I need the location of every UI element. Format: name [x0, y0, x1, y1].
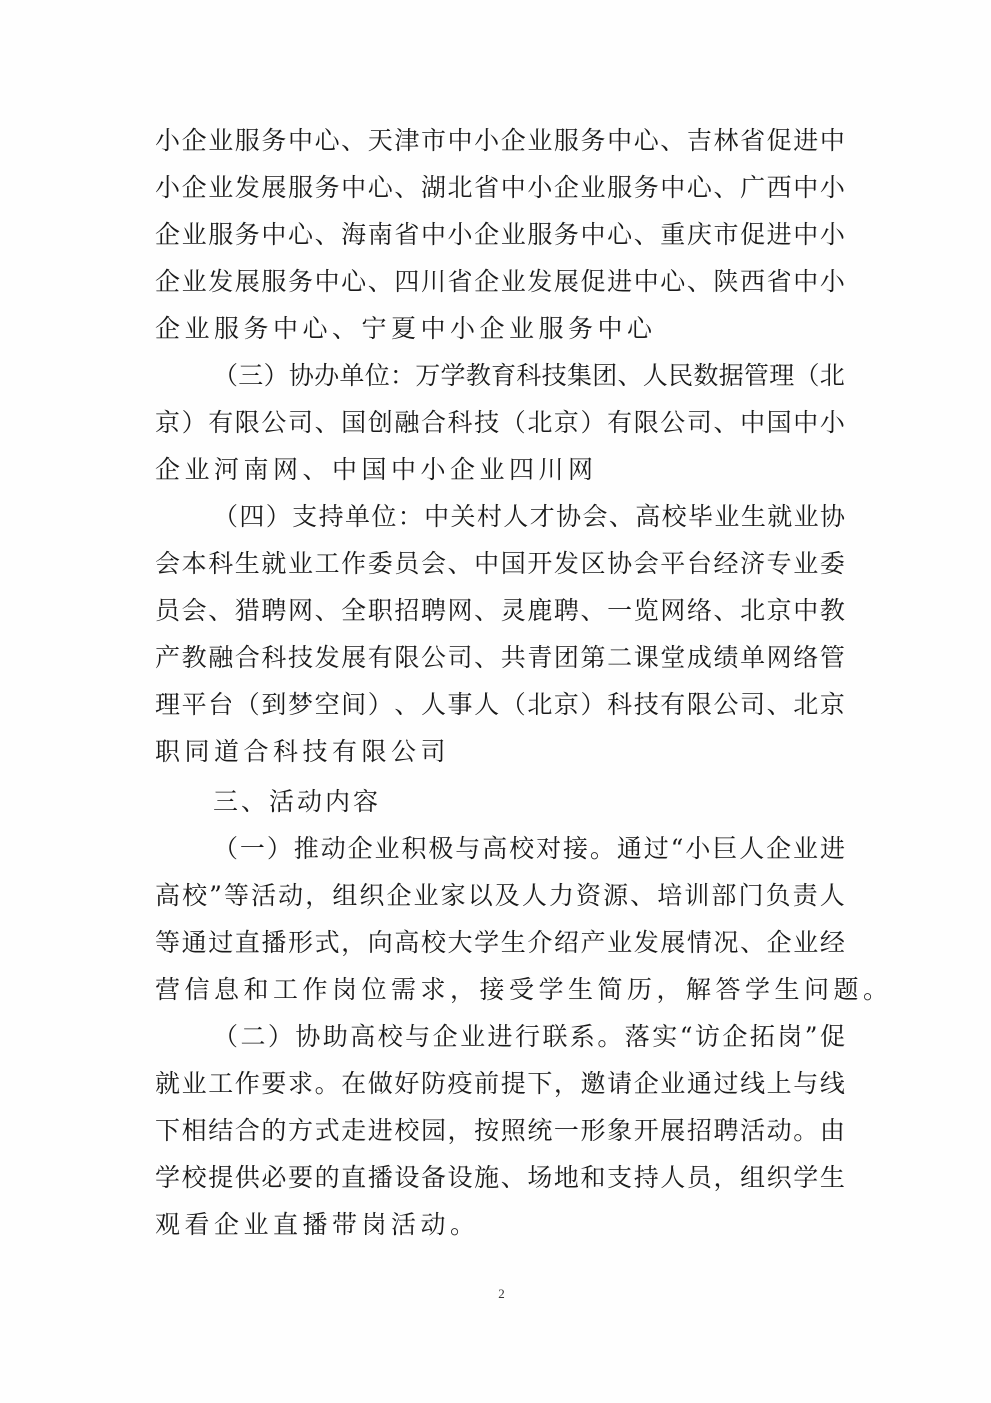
text-line: 理 平 台 （ 到 梦 空 间 ） 、 人 事 人 （ 北 京 ） 科 技 有 限 公 司 、 北 京 [155, 690, 845, 719]
text-line: 员 会 、 猎 聘 网 、 全 职 招 聘 网 、 灵 鹿 聘 、 一 览 网 络 、 北 京 中 教 [155, 596, 845, 625]
text-line: 会 本 科 生 就 业 工 作 委 员 会 、 中 国 开 发 区 协 会 平 台 经 济 专 业 委 [155, 549, 845, 578]
text-line: 等 通 过 直 播 形 式 ， 向 高 校 大 学 生 介 绍 产 业 发 展 情 况 、 企 业 经 [155, 928, 845, 957]
text-line: 京 ） 有 限 公 司 、 国 创 融 合 科 技 （ 北 京 ） 有 限 公 司 、 中 国 中 小 [155, 408, 845, 437]
paragraph-first-line: （ 二 ） 协 助 高 校 与 企 业 进 行 联 系 。 落 实 “ 访 企 拓 岗 ” 促 [213, 1022, 845, 1051]
text-line: 就 业 工 作 要 求 。 在 做 好 防 疫 前 提 下 ， 邀 请 企 业 通 过 线 上 与 线 [155, 1069, 845, 1098]
text-line: 企业河南网、中国中小企业四川网 [155, 455, 598, 484]
document-body [155, 117, 893, 1248]
paragraph-first-line: （ 三 ） 协 办 单 位 ： 万 学 教 育 科 技 集 团 、 人 民 数 据 管 理 （ 北 [213, 361, 845, 390]
page-number: 2 [498, 1286, 505, 1301]
text-line: 小 企 业 发 展 服 务 中 心 、 湖 北 省 中 小 企 业 服 务 中 心 、 广 西 中 小 [155, 173, 845, 202]
text-line: 学 校 提 供 必 要 的 直 播 设 备 设 施 、 场 地 和 支 持 人 员 ， 组 织 学 生 [155, 1163, 845, 1192]
paragraph-first-line: （ 一 ） 推 动 企 业 积 极 与 高 校 对 接 。 通 过 “ 小 巨 人 企 业 进 [213, 834, 845, 863]
text-line: 小 企 业 服 务 中 心 、 天 津 市 中 小 企 业 服 务 中 心 、 吉 林 省 促 进 中 [155, 126, 845, 155]
text-line: 企业服务中心、宁夏中小企业服务中心 [155, 314, 657, 343]
text-line: 职同道合科技有限公司 [155, 737, 451, 766]
text-line: 观看企业直播带岗活动。 [155, 1210, 480, 1239]
text-line: 产 教 融 合 科 技 发 展 有 限 公 司 、 共 青 团 第 二 课 堂 成 绩 单 网 络 管 [155, 643, 845, 672]
section-heading: 三、活动内容 [213, 787, 382, 816]
text-line: 下 相 结 合 的 方 式 走 进 校 园 ， 按 照 统 一 形 象 开 展 招 聘 活 动 。 由 [155, 1116, 845, 1145]
text-line: 企 业 服 务 中 心 、 海 南 省 中 小 企 业 服 务 中 心 、 重 庆 市 促 进 中 小 [155, 220, 845, 249]
text-line: 企 业 发 展 服 务 中 心 、 四 川 省 企 业 发 展 促 进 中 心 、 陕 西 省 中 小 [155, 267, 845, 296]
text-line: 高 校 ” 等 活 动 ， 组 织 企 业 家 以 及 人 力 资 源 、 培 训 部 门 负 责 人 [155, 881, 845, 910]
paragraph-first-line: （ 四 ） 支 持 单 位 ： 中 关 村 人 才 协 会 、 高 校 毕 业 生 就 业 协 [213, 502, 845, 531]
text-line: 营信息和工作岗位需求，接受学生简历，解答学生问题。 [155, 975, 893, 1004]
